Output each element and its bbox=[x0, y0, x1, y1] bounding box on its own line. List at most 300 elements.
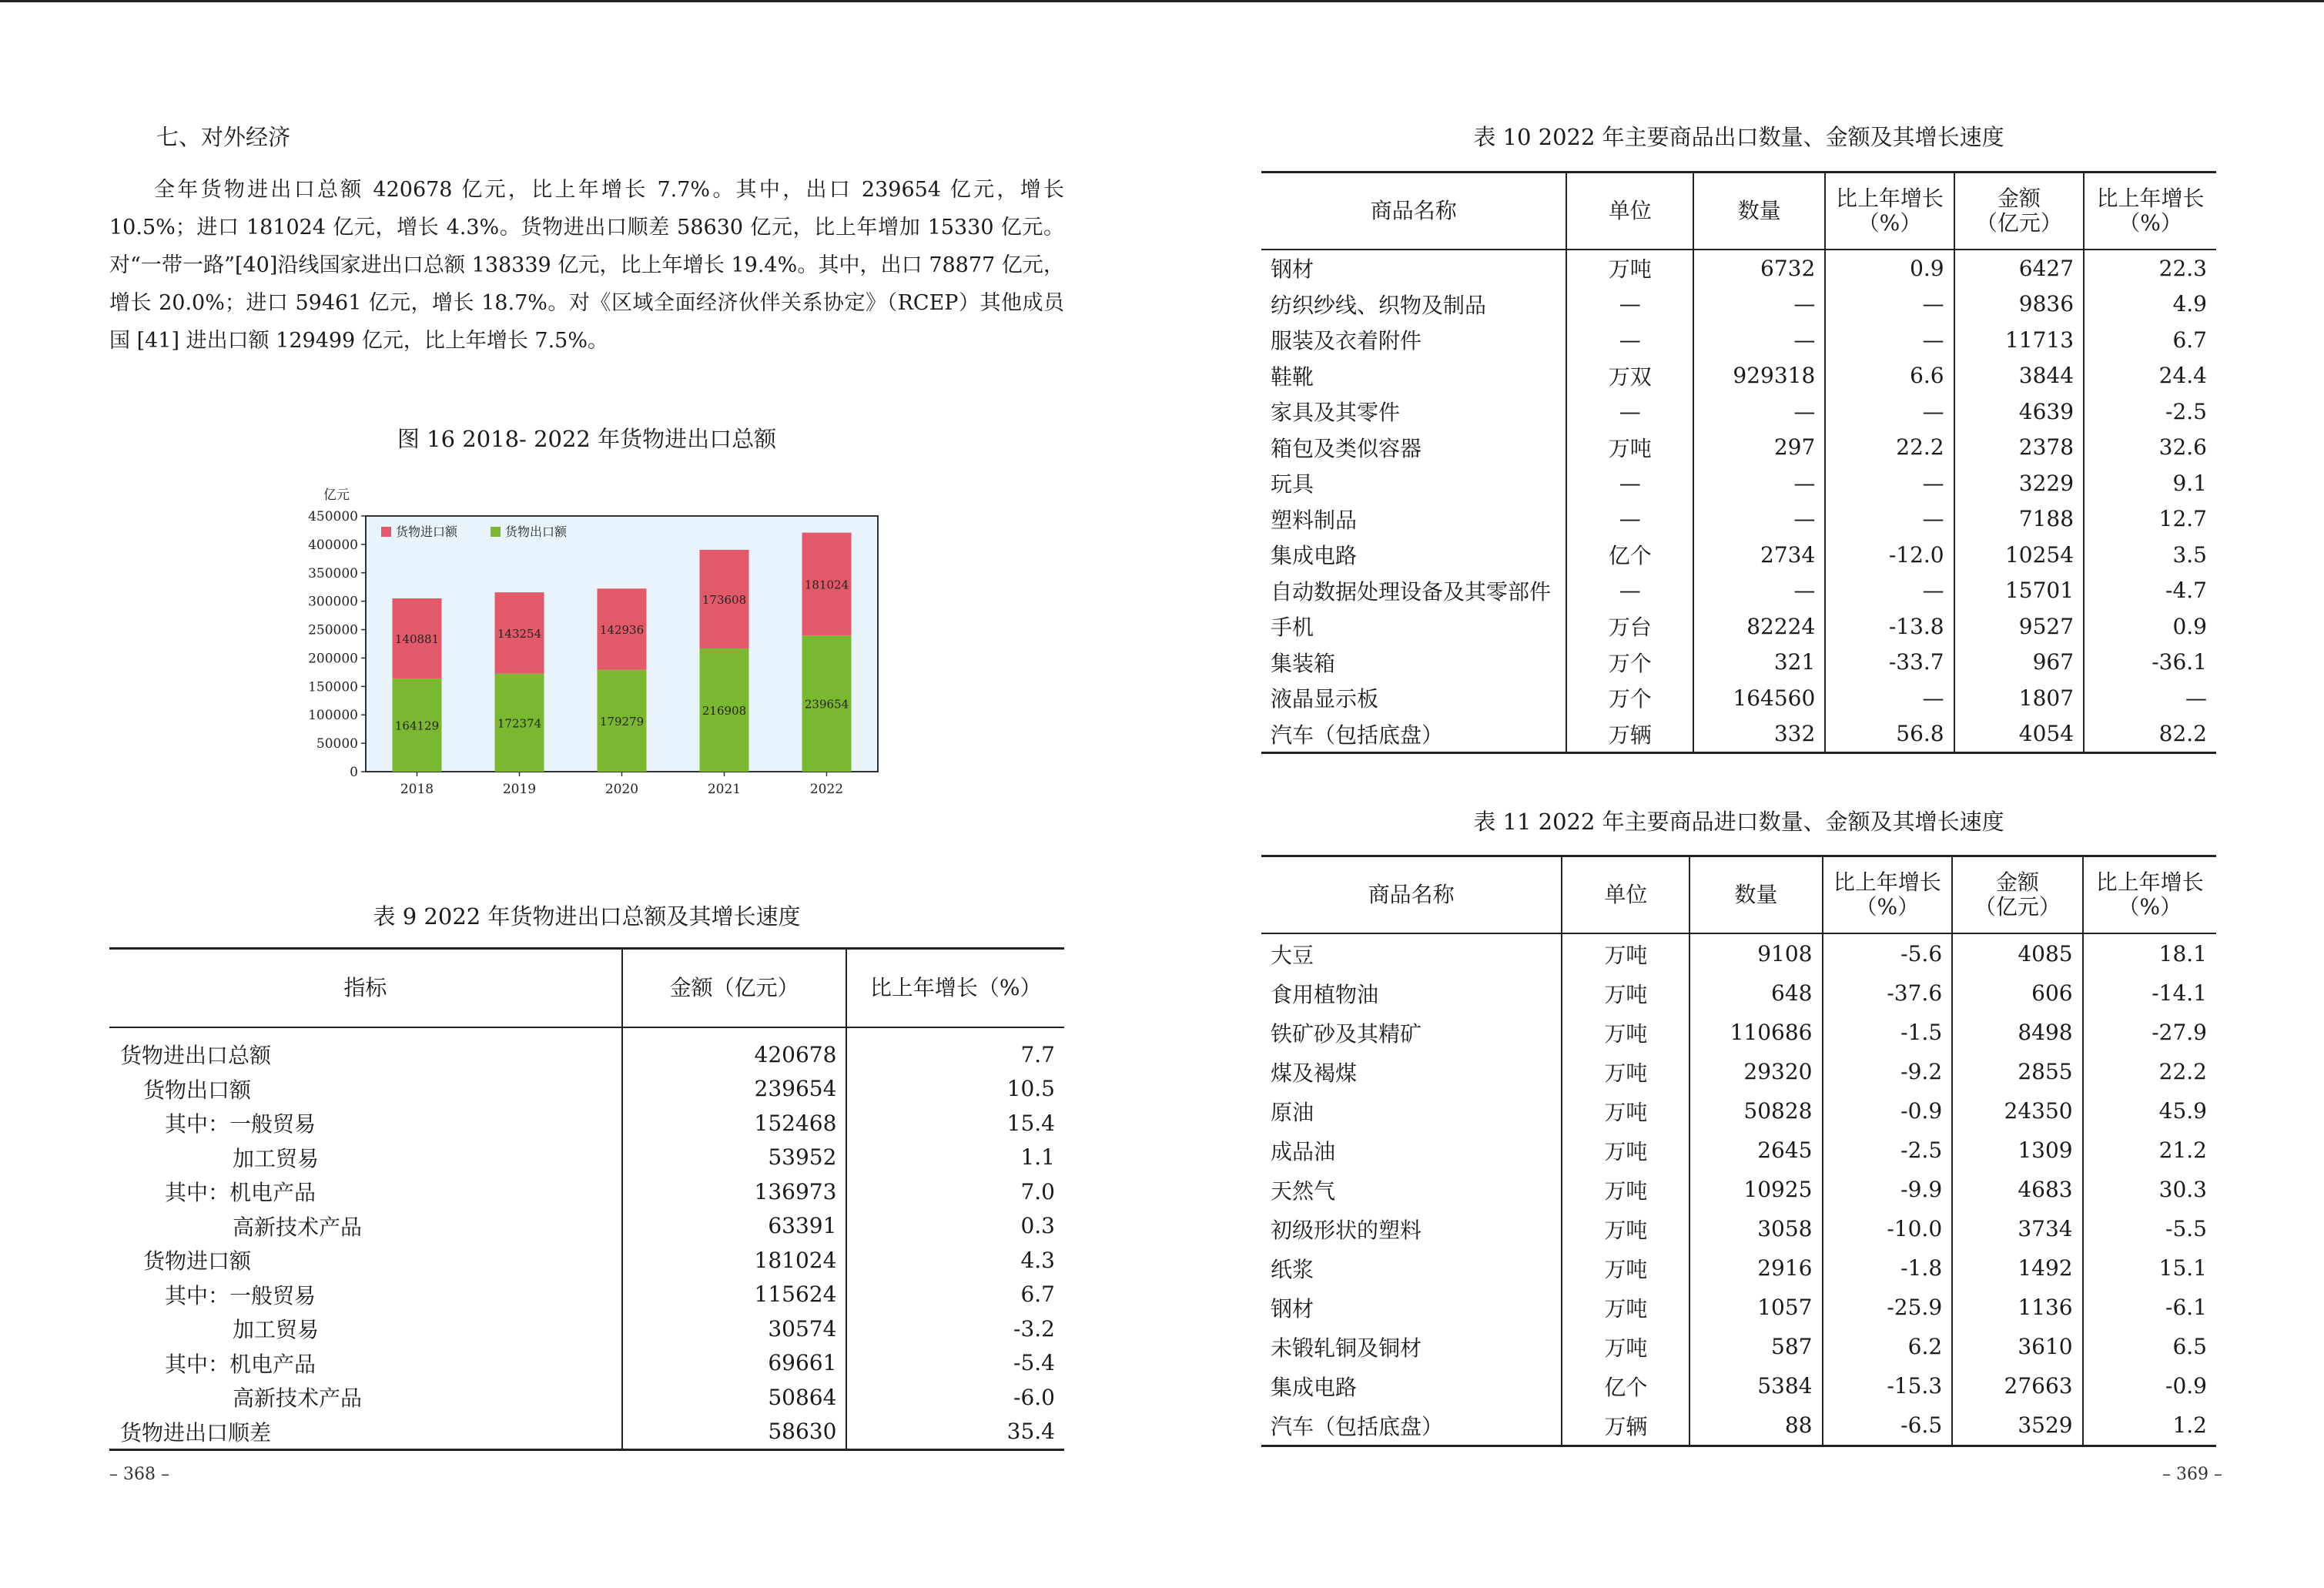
body-paragraph bbox=[109, 171, 1064, 360]
table10-cell-qty-growth: -13.8 bbox=[1825, 608, 1954, 645]
table11-row bbox=[1261, 1405, 2216, 1446]
header-line: 比上年增长 bbox=[1833, 869, 1941, 895]
table10-cell-quantity: — bbox=[1693, 322, 1825, 358]
table10-cell-quantity: 321 bbox=[1693, 645, 1825, 681]
table11-header-row bbox=[1261, 856, 2216, 934]
table9-cell-amount: 136973 bbox=[622, 1174, 847, 1209]
data-label-export: 172374 bbox=[497, 716, 542, 731]
table9-cell-amount: 58630 bbox=[622, 1415, 847, 1450]
table10-cell-amount: 4054 bbox=[1954, 716, 2084, 753]
table10-cell-quantity: 164560 bbox=[1693, 680, 1825, 716]
table9-row bbox=[109, 1106, 1064, 1141]
table10-cell-quantity: — bbox=[1693, 501, 1825, 538]
table10-cell-quantity: 929318 bbox=[1693, 358, 1825, 394]
table11-cell-name: 汽车（包括底盘） bbox=[1261, 1405, 1562, 1446]
table11-cell-quantity: 110686 bbox=[1689, 1013, 1822, 1052]
table10-cell-amt-growth: 22.3 bbox=[2158, 255, 2207, 281]
table10-cell-amount: 15701 bbox=[1954, 573, 2084, 609]
table11-cell-name: 钢材 bbox=[1261, 1288, 1562, 1327]
table10-cell-amt-growth: -2.5 bbox=[2165, 398, 2207, 424]
table11-cell-quantity: 29320 bbox=[1689, 1052, 1822, 1091]
table10-row bbox=[1261, 286, 2216, 323]
table11-header-amt-growth bbox=[2083, 856, 2216, 934]
header-line: 金额 bbox=[1997, 186, 2041, 211]
table10-row bbox=[1261, 465, 2216, 501]
table10-cell-amount: 3844 bbox=[1954, 358, 2084, 394]
section-title: 七、对外经济 bbox=[156, 124, 291, 150]
x-tick-label: 2018 bbox=[400, 782, 434, 797]
table11-cell-amount: 606 bbox=[1952, 973, 2082, 1013]
table9-row bbox=[109, 1027, 1064, 1072]
table11-cell-name: 初级形状的塑料 bbox=[1261, 1209, 1562, 1248]
table11-cell-amt-growth: 6.5 bbox=[2172, 1334, 2207, 1359]
table11-cell-amt-growth: -0.9 bbox=[2165, 1373, 2207, 1399]
table10-cell-name: 汽车（包括底盘） bbox=[1261, 716, 1566, 753]
data-label-import: 181024 bbox=[804, 578, 849, 592]
table10-cell-amt-growth: 9.1 bbox=[2172, 470, 2207, 496]
table11-cell-qty-growth: -10.0 bbox=[1823, 1209, 1953, 1248]
table10-cell-unit: 万辆 bbox=[1566, 716, 1693, 753]
table10-cell-unit: 万双 bbox=[1566, 358, 1693, 394]
table11-cell-unit: 万吨 bbox=[1562, 1170, 1689, 1209]
table11-cell-qty-growth: -0.9 bbox=[1823, 1091, 1953, 1131]
table10-cell-quantity: 297 bbox=[1693, 430, 1825, 466]
x-tick-label: 2019 bbox=[502, 782, 537, 797]
table11-cell-qty-growth: -15.3 bbox=[1823, 1366, 1953, 1405]
table10-cell-amt-growth: 12.7 bbox=[2158, 506, 2207, 532]
table10-header-amt-growth bbox=[2084, 173, 2216, 250]
data-label-import: 173608 bbox=[702, 592, 747, 607]
table10-cell-name: 家具及其零件 bbox=[1261, 394, 1566, 430]
table9-cell-amount: 181024 bbox=[622, 1243, 847, 1278]
y-tick-label: 200000 bbox=[308, 651, 358, 667]
table9-cell-growth: 7.0 bbox=[1020, 1178, 1055, 1204]
table11-cell-quantity: 648 bbox=[1689, 973, 1822, 1013]
table9-cell-growth: 15.4 bbox=[1006, 1110, 1055, 1136]
table10-body bbox=[1261, 250, 2216, 753]
table11-header-unit: 单位 bbox=[1562, 856, 1689, 934]
table10-cell-name: 纺织纱线、织物及制品 bbox=[1261, 286, 1566, 323]
table9-cell-amount: 63391 bbox=[622, 1209, 847, 1244]
table11-cell-unit: 万吨 bbox=[1562, 1248, 1689, 1288]
table9-row bbox=[109, 1209, 1064, 1244]
table10-cell-amount: 9527 bbox=[1954, 608, 2084, 645]
table10-cell-unit: 万吨 bbox=[1566, 430, 1693, 466]
table11-cell-qty-growth: -1.8 bbox=[1823, 1248, 1953, 1288]
table11-cell-unit: 万吨 bbox=[1562, 1288, 1689, 1327]
legend-swatch bbox=[381, 527, 391, 537]
table9-cell-growth: 1.1 bbox=[1020, 1144, 1055, 1171]
table9-cell-amount: 50864 bbox=[622, 1380, 847, 1415]
table9-cell-amount: 239654 bbox=[622, 1072, 847, 1107]
table11-cell-amt-growth: 21.2 bbox=[2158, 1137, 2207, 1163]
table9-cell-indicator: 高新技术产品 bbox=[109, 1380, 622, 1415]
table10-cell-amt-growth: 24.4 bbox=[2158, 363, 2207, 389]
paragraph-text: 全年货物进出口总额 420678 亿元，比上年增长 7.7%。其中，出口 239654 亿元，增长 10.5%；进口 181024 亿元，增长 4.3%。货物进出口顺差 58630 亿元，比上年增加 15330 亿元。对“一带一路”[40]沿线国家进出口总额 138339 亿元，比上年增长 19.4%。其中，出口 78877 亿元，增长 20.0%；进口 59461 亿元，增长 18.7%。对《区域全面经济伙伴关系协定》（RCEP）其他成员国 [41] 进出口额 129499 亿元，比上年增长 7.5%。 bbox=[109, 178, 1064, 353]
table11-cell-amount: 4085 bbox=[1952, 933, 2082, 973]
table11-cell-unit: 万吨 bbox=[1562, 933, 1689, 973]
table10-cell-amount: 9836 bbox=[1954, 286, 2084, 323]
table11 bbox=[1261, 855, 2216, 1447]
y-tick-label: 350000 bbox=[308, 565, 358, 581]
table9-cell-indicator: 其中：一般贸易 bbox=[109, 1278, 622, 1312]
table10-row bbox=[1261, 394, 2216, 430]
table9-header-growth: 比上年增长（%） bbox=[846, 949, 1064, 1028]
table11-row bbox=[1261, 1131, 2216, 1170]
table9-cell-indicator: 货物进口额 bbox=[109, 1243, 622, 1278]
table9-row bbox=[109, 1415, 1064, 1450]
table11-cell-quantity: 1057 bbox=[1689, 1288, 1822, 1327]
table10-cell-name: 钢材 bbox=[1261, 250, 1566, 286]
table11-cell-quantity: 587 bbox=[1689, 1327, 1822, 1366]
table9-cell-growth: 4.3 bbox=[1020, 1247, 1055, 1273]
table10-row bbox=[1261, 680, 2216, 716]
table9-cell-indicator: 加工贸易 bbox=[109, 1141, 622, 1175]
table11-cell-quantity: 2645 bbox=[1689, 1131, 1822, 1170]
table11-cell-amt-growth: -6.1 bbox=[2165, 1295, 2207, 1320]
y-tick-label: 0 bbox=[350, 765, 358, 780]
table11-cell-qty-growth: -1.5 bbox=[1823, 1013, 1953, 1052]
table10-cell-amount: 2378 bbox=[1954, 430, 2084, 466]
table10-cell-amt-growth: -36.1 bbox=[2152, 649, 2207, 675]
table10-row bbox=[1261, 537, 2216, 573]
y-tick-label: 250000 bbox=[308, 622, 358, 638]
table11-row bbox=[1261, 1288, 2216, 1327]
table11-cell-unit: 万吨 bbox=[1562, 1131, 1689, 1170]
table10-row bbox=[1261, 501, 2216, 538]
table9-row bbox=[109, 1380, 1064, 1415]
table9-cell-indicator: 加工贸易 bbox=[109, 1312, 622, 1346]
table10-cell-amount: 7188 bbox=[1954, 501, 2084, 538]
table10-cell-amount: 967 bbox=[1954, 645, 2084, 681]
table10-cell-quantity: 332 bbox=[1693, 716, 1825, 753]
table11-cell-amount: 3734 bbox=[1952, 1209, 2082, 1248]
table10-cell-name: 箱包及类似容器 bbox=[1261, 430, 1566, 466]
y-tick-label: 450000 bbox=[308, 509, 358, 524]
table9-cell-indicator: 其中：一般贸易 bbox=[109, 1106, 622, 1141]
table10-cell-name: 服装及衣着附件 bbox=[1261, 322, 1566, 358]
table11-cell-unit: 万吨 bbox=[1562, 1052, 1689, 1091]
table11-cell-name: 未锻轧铜及铜材 bbox=[1261, 1327, 1562, 1366]
table11-cell-name: 天然气 bbox=[1261, 1170, 1562, 1209]
table11-cell-qty-growth: -9.9 bbox=[1823, 1170, 1953, 1209]
table10-header-row bbox=[1261, 173, 2216, 250]
table10-cell-unit: 万台 bbox=[1566, 608, 1693, 645]
table10-row bbox=[1261, 573, 2216, 609]
table11-cell-qty-growth: -9.2 bbox=[1823, 1052, 1953, 1091]
table9-row bbox=[109, 1278, 1064, 1312]
table9-header-amount: 金额（亿元） bbox=[622, 949, 847, 1028]
table11-cell-amount: 1309 bbox=[1952, 1131, 2082, 1170]
header-line: （亿元） bbox=[1975, 210, 2062, 236]
table10-cell-name: 手机 bbox=[1261, 608, 1566, 645]
table10-row bbox=[1261, 322, 2216, 358]
table9-cell-amount: 69661 bbox=[622, 1346, 847, 1381]
table11-cell-qty-growth: -6.5 bbox=[1823, 1405, 1953, 1446]
header-line: 比上年增长 bbox=[2095, 869, 2204, 895]
table10-cell-quantity: — bbox=[1693, 573, 1825, 609]
table10-cell-qty-growth: — bbox=[1825, 322, 1954, 358]
legend-label: 货物进口额 bbox=[396, 524, 458, 539]
table10-header-unit: 单位 bbox=[1566, 173, 1693, 250]
table11-cell-name: 铁矿砂及其精矿 bbox=[1261, 1013, 1562, 1052]
table11-cell-name: 大豆 bbox=[1261, 933, 1562, 973]
table11-cell-unit: 万吨 bbox=[1562, 973, 1689, 1013]
table9-row bbox=[109, 1346, 1064, 1381]
table11-cell-amount: 2855 bbox=[1952, 1052, 2082, 1091]
table10-cell-unit: 万吨 bbox=[1566, 250, 1693, 286]
table10-cell-amt-growth: 0.9 bbox=[2172, 613, 2207, 639]
table10-header-qty-growth bbox=[1825, 173, 1954, 250]
table11-cell-amt-growth: -14.1 bbox=[2152, 980, 2207, 1006]
table10-caption: 表 10 2022 年主要商品出口数量、金额及其增长速度 bbox=[1473, 124, 2004, 150]
table10-cell-unit: — bbox=[1566, 573, 1693, 609]
table10-cell-name: 塑料制品 bbox=[1261, 501, 1566, 538]
table9-cell-growth: -5.4 bbox=[1013, 1350, 1055, 1376]
table11-cell-amt-growth: 1.2 bbox=[2172, 1412, 2207, 1438]
table10-cell-qty-growth: — bbox=[1825, 394, 1954, 430]
table10-cell-amt-growth: 32.6 bbox=[2158, 434, 2207, 461]
header-line: 金额 bbox=[1995, 869, 2039, 895]
table9-cell-indicator: 货物进出口总额 bbox=[109, 1027, 622, 1072]
table11-cell-amt-growth: -27.9 bbox=[2152, 1020, 2207, 1045]
table11-cell-quantity: 88 bbox=[1689, 1405, 1822, 1446]
table11-header-name: 商品名称 bbox=[1261, 856, 1562, 934]
table11-cell-unit: 万吨 bbox=[1562, 1091, 1689, 1131]
table11-caption: 表 11 2022 年主要商品进口数量、金额及其增长速度 bbox=[1473, 809, 2004, 835]
table10-cell-amount: 4639 bbox=[1954, 394, 2084, 430]
table11-cell-qty-growth: -2.5 bbox=[1823, 1131, 1953, 1170]
table11-cell-unit: 万吨 bbox=[1562, 1013, 1689, 1052]
table9-row bbox=[109, 1141, 1064, 1175]
page-number-left: – 368 – bbox=[109, 1465, 169, 1484]
table11-cell-amt-growth: 30.3 bbox=[2158, 1177, 2207, 1202]
table10-cell-amt-growth: 3.5 bbox=[2172, 541, 2207, 568]
table11-cell-amount: 1136 bbox=[1952, 1288, 2082, 1327]
table10-cell-amount: 10254 bbox=[1954, 537, 2084, 573]
table9-cell-indicator: 高新技术产品 bbox=[109, 1209, 622, 1244]
table11-cell-name: 煤及褐煤 bbox=[1261, 1052, 1562, 1091]
table9-cell-indicator: 货物出口额 bbox=[109, 1072, 622, 1107]
y-axis-unit-label: 亿元 bbox=[323, 487, 350, 503]
table11-cell-name: 食用植物油 bbox=[1261, 973, 1562, 1013]
y-tick-label: 400000 bbox=[308, 537, 358, 553]
table9-cell-growth: 6.7 bbox=[1020, 1281, 1055, 1308]
y-tick-label: 100000 bbox=[308, 708, 358, 724]
table9-cell-amount: 30574 bbox=[622, 1312, 847, 1346]
table11-cell-quantity: 3058 bbox=[1689, 1209, 1822, 1248]
y-tick-label: 150000 bbox=[308, 679, 358, 695]
y-tick-label: 50000 bbox=[316, 736, 358, 752]
table11-cell-amount: 1492 bbox=[1952, 1248, 2082, 1288]
table10-cell-name: 集装箱 bbox=[1261, 645, 1566, 681]
table11-cell-name: 集成电路 bbox=[1261, 1366, 1562, 1405]
table10-row bbox=[1261, 608, 2216, 645]
table9-row bbox=[109, 1312, 1064, 1346]
table9-cell-growth: 35.4 bbox=[1006, 1419, 1055, 1445]
table11-row bbox=[1261, 1052, 2216, 1091]
header-line: （亿元） bbox=[1974, 894, 2061, 920]
data-label-export: 216908 bbox=[702, 703, 747, 718]
data-label-import: 143254 bbox=[497, 626, 542, 641]
table11-cell-amount: 24350 bbox=[1952, 1091, 2082, 1131]
table11-cell-quantity: 9108 bbox=[1689, 933, 1822, 973]
header-line: （%） bbox=[2118, 894, 2182, 920]
table10-cell-name: 自动数据处理设备及其零部件 bbox=[1261, 573, 1566, 609]
table10-cell-unit: 万个 bbox=[1566, 645, 1693, 681]
table10-cell-qty-growth: -12.0 bbox=[1825, 537, 1954, 573]
table9-cell-growth: -6.0 bbox=[1013, 1384, 1055, 1410]
header-line: （%） bbox=[1855, 894, 1920, 920]
table10-cell-amount: 1807 bbox=[1954, 680, 2084, 716]
table11-cell-amt-growth: 45.9 bbox=[2158, 1098, 2207, 1124]
legend-label: 货物出口额 bbox=[505, 524, 568, 539]
table10-cell-qty-growth: — bbox=[1825, 501, 1954, 538]
table10-row bbox=[1261, 645, 2216, 681]
table9-cell-indicator: 货物进出口顺差 bbox=[109, 1415, 622, 1450]
table9-row bbox=[109, 1072, 1064, 1107]
table11-cell-amount: 8498 bbox=[1952, 1013, 2082, 1052]
data-label-export: 164129 bbox=[394, 719, 440, 733]
table11-header-quantity: 数量 bbox=[1689, 856, 1822, 934]
header-line: 比上年增长 bbox=[1835, 186, 1944, 211]
table10-header-name: 商品名称 bbox=[1261, 173, 1566, 250]
header-line: 比上年增长 bbox=[2096, 186, 2205, 211]
table11-cell-amt-growth: 15.1 bbox=[2158, 1255, 2207, 1281]
table9-cell-growth: 7.7 bbox=[1020, 1041, 1055, 1067]
table11-cell-quantity: 2916 bbox=[1689, 1248, 1822, 1288]
table11-row bbox=[1261, 1327, 2216, 1366]
table11-cell-name: 原油 bbox=[1261, 1091, 1562, 1131]
table10-cell-qty-growth: -33.7 bbox=[1825, 645, 1954, 681]
table11-header-qty-growth bbox=[1823, 856, 1953, 934]
table11-cell-unit: 万吨 bbox=[1562, 1209, 1689, 1248]
table11-row bbox=[1261, 1366, 2216, 1405]
table9-cell-growth: 10.5 bbox=[1006, 1076, 1055, 1102]
page-number-right: – 369 – bbox=[2162, 1465, 2222, 1484]
table10-header-amount bbox=[1954, 173, 2084, 250]
table9-cell-amount: 152468 bbox=[622, 1106, 847, 1141]
table9-caption: 表 9 2022 年货物进出口总额及其增长速度 bbox=[373, 903, 801, 930]
table9-cell-indicator: 其中：机电产品 bbox=[109, 1174, 622, 1209]
table9-cell-amount: 115624 bbox=[622, 1278, 847, 1312]
data-label-import: 142936 bbox=[599, 623, 645, 638]
table10-cell-unit: 亿个 bbox=[1566, 537, 1693, 573]
table10-cell-qty-growth: — bbox=[1825, 573, 1954, 609]
table10-cell-quantity: — bbox=[1693, 465, 1825, 501]
table11-cell-quantity: 50828 bbox=[1689, 1091, 1822, 1131]
table11-cell-name: 纸浆 bbox=[1261, 1248, 1562, 1288]
table10-cell-quantity: 2734 bbox=[1693, 537, 1825, 573]
table9-row bbox=[109, 1243, 1064, 1278]
table11-cell-qty-growth: -25.9 bbox=[1823, 1288, 1953, 1327]
table9-cell-indicator: 其中：机电产品 bbox=[109, 1346, 622, 1381]
table11-cell-quantity: 5384 bbox=[1689, 1366, 1822, 1405]
table11-row bbox=[1261, 933, 2216, 973]
table10-cell-qty-growth: 56.8 bbox=[1825, 716, 1954, 753]
table10-cell-name: 玩具 bbox=[1261, 465, 1566, 501]
table11-row bbox=[1261, 1170, 2216, 1209]
table10-cell-quantity: — bbox=[1693, 394, 1825, 430]
table10-cell-unit: 万个 bbox=[1566, 680, 1693, 716]
table10-header-quantity: 数量 bbox=[1693, 173, 1825, 250]
table11-cell-amount: 27663 bbox=[1952, 1366, 2082, 1405]
table10-cell-qty-growth: 0.9 bbox=[1825, 250, 1954, 286]
table10-cell-unit: — bbox=[1566, 465, 1693, 501]
table10-cell-amt-growth: 4.9 bbox=[2172, 291, 2207, 317]
table11-cell-amount: 3529 bbox=[1952, 1405, 2082, 1446]
table10-cell-unit: — bbox=[1566, 394, 1693, 430]
table9-cell-amount: 53952 bbox=[622, 1141, 847, 1175]
table9-header-indicator: 指标 bbox=[109, 949, 622, 1028]
table10-cell-amt-growth: 6.7 bbox=[2172, 327, 2207, 353]
table11-cell-amount: 3610 bbox=[1952, 1327, 2082, 1366]
table9-cell-amount: 420678 bbox=[622, 1027, 847, 1072]
table10-cell-qty-growth: — bbox=[1825, 465, 1954, 501]
figure-caption: 图 16 2018- 2022 年货物进出口总额 bbox=[397, 426, 777, 452]
table10-cell-amt-growth: — bbox=[2185, 685, 2207, 711]
table11-header-amount bbox=[1952, 856, 2082, 934]
table11-cell-amt-growth: -5.5 bbox=[2165, 1216, 2207, 1241]
table11-cell-amt-growth: 18.1 bbox=[2158, 941, 2207, 967]
table11-cell-qty-growth: 6.2 bbox=[1823, 1327, 1953, 1366]
table11-row bbox=[1261, 1248, 2216, 1288]
data-label-import: 140881 bbox=[394, 632, 440, 646]
table11-row bbox=[1261, 1013, 2216, 1052]
stacked-bar-chart bbox=[293, 477, 893, 801]
header-line: （%） bbox=[1857, 210, 1922, 236]
table10-cell-qty-growth: — bbox=[1825, 286, 1954, 323]
table10-cell-amount: 6427 bbox=[1954, 250, 2084, 286]
x-tick-label: 2020 bbox=[604, 782, 639, 797]
table11-cell-amount: 4683 bbox=[1952, 1170, 2082, 1209]
table9-cell-growth: -3.2 bbox=[1013, 1315, 1055, 1342]
table11-cell-unit: 万吨 bbox=[1562, 1327, 1689, 1366]
table11-row bbox=[1261, 1091, 2216, 1131]
table10-cell-name: 集成电路 bbox=[1261, 537, 1566, 573]
table10-cell-qty-growth: 22.2 bbox=[1825, 430, 1954, 466]
table10-cell-amount: 3229 bbox=[1954, 465, 2084, 501]
table9-cell-growth: 0.3 bbox=[1020, 1213, 1055, 1239]
table11-cell-qty-growth: -37.6 bbox=[1823, 973, 1953, 1013]
table11-cell-unit: 万辆 bbox=[1562, 1405, 1689, 1446]
table9-header-row bbox=[109, 949, 1064, 1028]
table10-cell-qty-growth: 6.6 bbox=[1825, 358, 1954, 394]
y-tick-label: 300000 bbox=[308, 594, 358, 610]
table9-body bbox=[109, 1027, 1064, 1450]
table10-row bbox=[1261, 358, 2216, 394]
legend-swatch bbox=[491, 527, 501, 537]
data-label-export: 179279 bbox=[599, 714, 645, 729]
table11-cell-quantity: 10925 bbox=[1689, 1170, 1822, 1209]
table10-cell-amt-growth: -4.7 bbox=[2165, 578, 2207, 604]
data-label-export: 239654 bbox=[804, 697, 849, 712]
table11-body bbox=[1261, 933, 2216, 1446]
table10-cell-unit: — bbox=[1566, 501, 1693, 538]
table11-row bbox=[1261, 1209, 2216, 1248]
table11-cell-amt-growth: 22.2 bbox=[2158, 1059, 2207, 1084]
table11-row bbox=[1261, 973, 2216, 1013]
table10-cell-quantity: 82224 bbox=[1693, 608, 1825, 645]
table10-cell-unit: — bbox=[1566, 322, 1693, 358]
table10-cell-qty-growth: — bbox=[1825, 680, 1954, 716]
table10-cell-unit: — bbox=[1566, 286, 1693, 323]
table9 bbox=[109, 947, 1064, 1451]
table10-row bbox=[1261, 250, 2216, 286]
table10-row bbox=[1261, 716, 2216, 753]
chart-svg bbox=[293, 477, 893, 801]
table10 bbox=[1261, 171, 2216, 754]
